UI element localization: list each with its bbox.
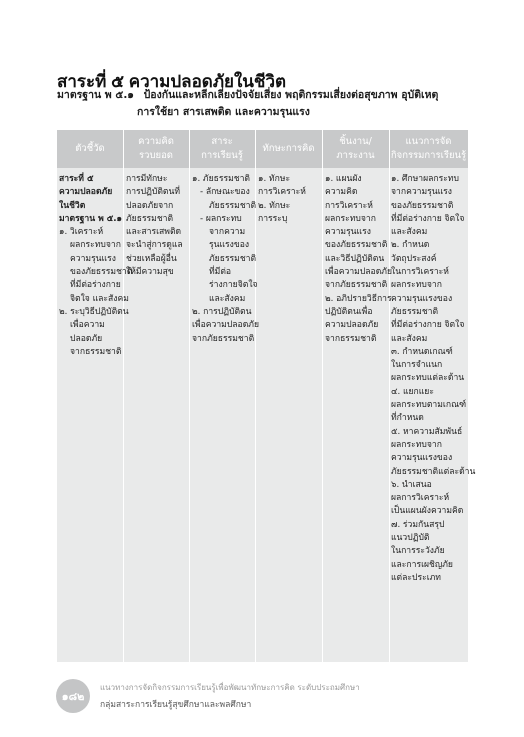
- cell-line: ผลการวิเคราะห์: [391, 493, 450, 504]
- cell-line: เพื่อความปลอดภัย: [192, 320, 259, 331]
- cell-line: ที่มีต่อร่างกาย: [70, 280, 121, 291]
- standard-line-2: [57, 105, 497, 120]
- cell-line: เพื่อความ: [70, 320, 105, 331]
- header-indicators: [57, 130, 123, 168]
- cell-line: การมีทักษะ: [126, 174, 168, 184]
- header-concept-line2: รวบยอด: [139, 150, 173, 161]
- header-content: [189, 130, 255, 168]
- cell-line: รุนแรงของ: [209, 240, 250, 251]
- cell-line: สาระที่ ๕: [59, 174, 94, 184]
- cell-line: ๑. วิเคราะห์: [59, 227, 104, 238]
- cell-line: และสังคม: [391, 333, 428, 344]
- cell-line: ผลกระทบจาก: [391, 439, 442, 450]
- column-divider: [189, 130, 190, 662]
- cell-line: ในการระวังภัย: [391, 546, 445, 557]
- column-content: [192, 173, 259, 346]
- header-work-line1: ชิ้นงาน/: [339, 136, 372, 147]
- header-work: [322, 130, 389, 168]
- cell-line: การวิเคราะห์: [258, 187, 306, 198]
- header-work-line2: ภาระงาน: [336, 150, 375, 161]
- column-work: [325, 173, 392, 346]
- cell-line: ความรุนแรงของ: [391, 293, 453, 304]
- cell-line: ความรุนแรง: [325, 227, 371, 238]
- standard-label: มาตรฐาน พ ๕.๑: [57, 89, 134, 101]
- cell-line: ที่มีต่อร่างกาย จิตใจ: [391, 213, 465, 224]
- cell-line: ที่มีต่อ: [209, 267, 232, 278]
- cell-line: ๒. ทักษะ: [258, 200, 291, 211]
- cell-line: ๒. ระบุวิธีปฏิบัติตน: [59, 306, 129, 317]
- header-indicators-line1: ตัวชี้วัด: [75, 143, 105, 154]
- footer-subject: กลุ่มสาระการเรียนรู้สุขศึกษาและพลศึกษา: [100, 700, 252, 710]
- cell-line: ในชีวิต: [59, 200, 86, 211]
- cell-line: ๑. ศึกษาผลกระทบ: [391, 174, 459, 184]
- footer-book-title: แนวทางการจัดกิจกรรมการเรียนรู้เพื่อพัฒนาทักษะการคิด ระดับประถมศึกษา: [100, 683, 360, 692]
- cell-line: ๕. หาความสัมพันธ์: [391, 426, 463, 437]
- cell-line: ๑. ภัยธรรมชาติ: [192, 174, 250, 184]
- column-indicators: [59, 173, 132, 359]
- cell-line: ภัยธรรมชาติ: [209, 253, 257, 264]
- column-divider: [322, 130, 323, 662]
- cell-line: ความปลอดภัย: [59, 187, 113, 198]
- cell-line: และสังคม: [209, 293, 246, 304]
- cell-line: - ลักษณะของ: [200, 187, 250, 198]
- header-activities-line1: แนวการจัด: [405, 136, 452, 147]
- cell-line: จากความ: [209, 227, 246, 238]
- header-activities-line2: กิจกรรมการเรียนรู้: [390, 150, 467, 161]
- cell-line: ปฏิบัติตนเพื่อ: [325, 306, 373, 317]
- table-header: [57, 130, 468, 168]
- cell-line: ของภัยธรรมชาติ: [391, 200, 454, 211]
- header-content-line1: สาระ: [211, 136, 233, 147]
- standard-statement: [57, 88, 497, 120]
- cell-line: ร่างกายจิตใจ: [209, 280, 258, 291]
- cell-line: ผลกระทบจาก: [391, 280, 442, 291]
- strand-title: สาระที่ ๕ ความปลอดภัยในชีวิต: [57, 72, 287, 91]
- cell-line: - ผลกระทบ: [200, 213, 242, 224]
- cell-line: ผลกระทบจาก: [70, 240, 121, 251]
- cell-line: แนวปฏิบัติ: [391, 533, 430, 544]
- cell-line: จากภัยธรรมชาติ: [192, 333, 255, 344]
- cell-line: และการเผชิญภัย: [391, 559, 453, 570]
- standard-line-1: [57, 88, 497, 103]
- cell-line: และสังคม: [391, 227, 428, 238]
- header-thinking-line1: ทักษะการคิด: [262, 143, 315, 154]
- cell-line: ความรุนแรง: [70, 253, 116, 264]
- column-concept: [126, 173, 183, 279]
- cell-line: ความรุนแรงของ: [391, 453, 453, 464]
- cell-line: ผลกระทบจาก: [325, 213, 376, 224]
- cell-line: จากธรรมชาติ: [325, 333, 377, 344]
- cell-line: การปฏิบัติตนที่: [126, 187, 181, 198]
- cell-line: ภัยธรรมชาติ: [209, 200, 257, 211]
- cell-line: ที่กำหนด: [391, 413, 424, 424]
- cell-line: ภัยธรรมชาติ: [391, 306, 439, 317]
- cell-line: ในการวิเคราะห์: [391, 267, 449, 278]
- cell-line: จากความรุนแรง: [391, 187, 452, 198]
- learning-table: [57, 130, 476, 662]
- cell-line: มาตรฐาน พ ๕.๑: [59, 213, 123, 224]
- standard-text-1: ป้องกันและหลีกเลี่ยงปัจจัยเสี่ยง พฤติกรรมเสี่ยงต่อสุขภาพ อุบัติเหตุ: [143, 89, 439, 101]
- cell-line: จิตใจ และสังคม: [70, 293, 129, 304]
- cell-line: ภัยธรรมชาติ: [126, 213, 174, 224]
- cell-line: ๑. แผนผัง: [325, 174, 362, 184]
- cell-line: ๓. กำหนดเกณฑ์: [391, 346, 453, 357]
- cell-line: ของภัยธรรมชาติ: [325, 240, 388, 251]
- cell-line: จะนำสู่การดูแล: [126, 240, 183, 251]
- cell-line: เป็นแผนผังความคิด: [391, 506, 464, 517]
- column-activities: [391, 173, 475, 585]
- cell-line: ให้มีความสุข: [126, 267, 174, 278]
- cell-line: ความปลอดภัย: [325, 320, 379, 331]
- cell-line: ของภัยธรรมชาติ: [70, 267, 133, 278]
- header-content-line2: การเรียนรู้: [201, 150, 243, 161]
- cell-line: ความคิด: [325, 187, 358, 198]
- cell-line: ปลอดภัย: [70, 333, 103, 344]
- header-concept: [123, 130, 189, 168]
- header-concept-line1: ความคิด: [138, 136, 174, 147]
- cell-line: ๒. กำหนด: [391, 240, 430, 251]
- cell-line: ที่มีต่อร่างกาย จิตใจ: [391, 320, 465, 331]
- column-thinking: [258, 173, 306, 226]
- standard-text-2: การใช้ยา สารเสพติด และความรุนแรง: [137, 106, 310, 118]
- cell-line: ๑. ทักษะ: [258, 174, 291, 184]
- cell-line: ๖. นำเสนอ: [391, 479, 432, 490]
- cell-line: ๒. การปฏิบัติตน: [192, 306, 252, 317]
- cell-line: ช่วยเหลือผู้อื่น: [126, 253, 177, 264]
- cell-line: จากธรรมชาติ: [70, 346, 122, 357]
- cell-line: วัตถุประสงค์: [391, 253, 437, 264]
- cell-line: ๔. แยกแยะ: [391, 386, 434, 397]
- header-activities: [389, 130, 468, 168]
- header-thinking: [255, 130, 322, 168]
- cell-line: ผลกระทบตามเกณฑ์: [391, 400, 467, 411]
- cell-line: แต่ละประเภท: [391, 572, 441, 583]
- cell-line: ๒. อภิปรายวิธีการ: [325, 293, 392, 304]
- cell-line: ๗. ร่วมกันสรุป: [391, 519, 445, 530]
- cell-line: เพื่อความปลอดภัย: [325, 267, 392, 278]
- cell-line: และสารเสพติด: [126, 227, 182, 238]
- cell-line: ผลกระทบแต่ละด้าน: [391, 373, 465, 384]
- page-number: ๑๘๒: [56, 679, 90, 713]
- cell-line: จากภัยธรรมชาติ: [325, 280, 388, 291]
- cell-line: การระบุ: [258, 213, 288, 224]
- cell-line: และวิธีปฏิบัติตน: [325, 253, 385, 264]
- cell-line: การวิเคราะห์: [325, 200, 373, 211]
- cell-line: ภัยธรรมชาติแต่ละด้าน: [391, 466, 476, 477]
- cell-line: ในการจำแนก: [391, 360, 443, 371]
- cell-line: ปลอดภัยจาก: [126, 200, 174, 211]
